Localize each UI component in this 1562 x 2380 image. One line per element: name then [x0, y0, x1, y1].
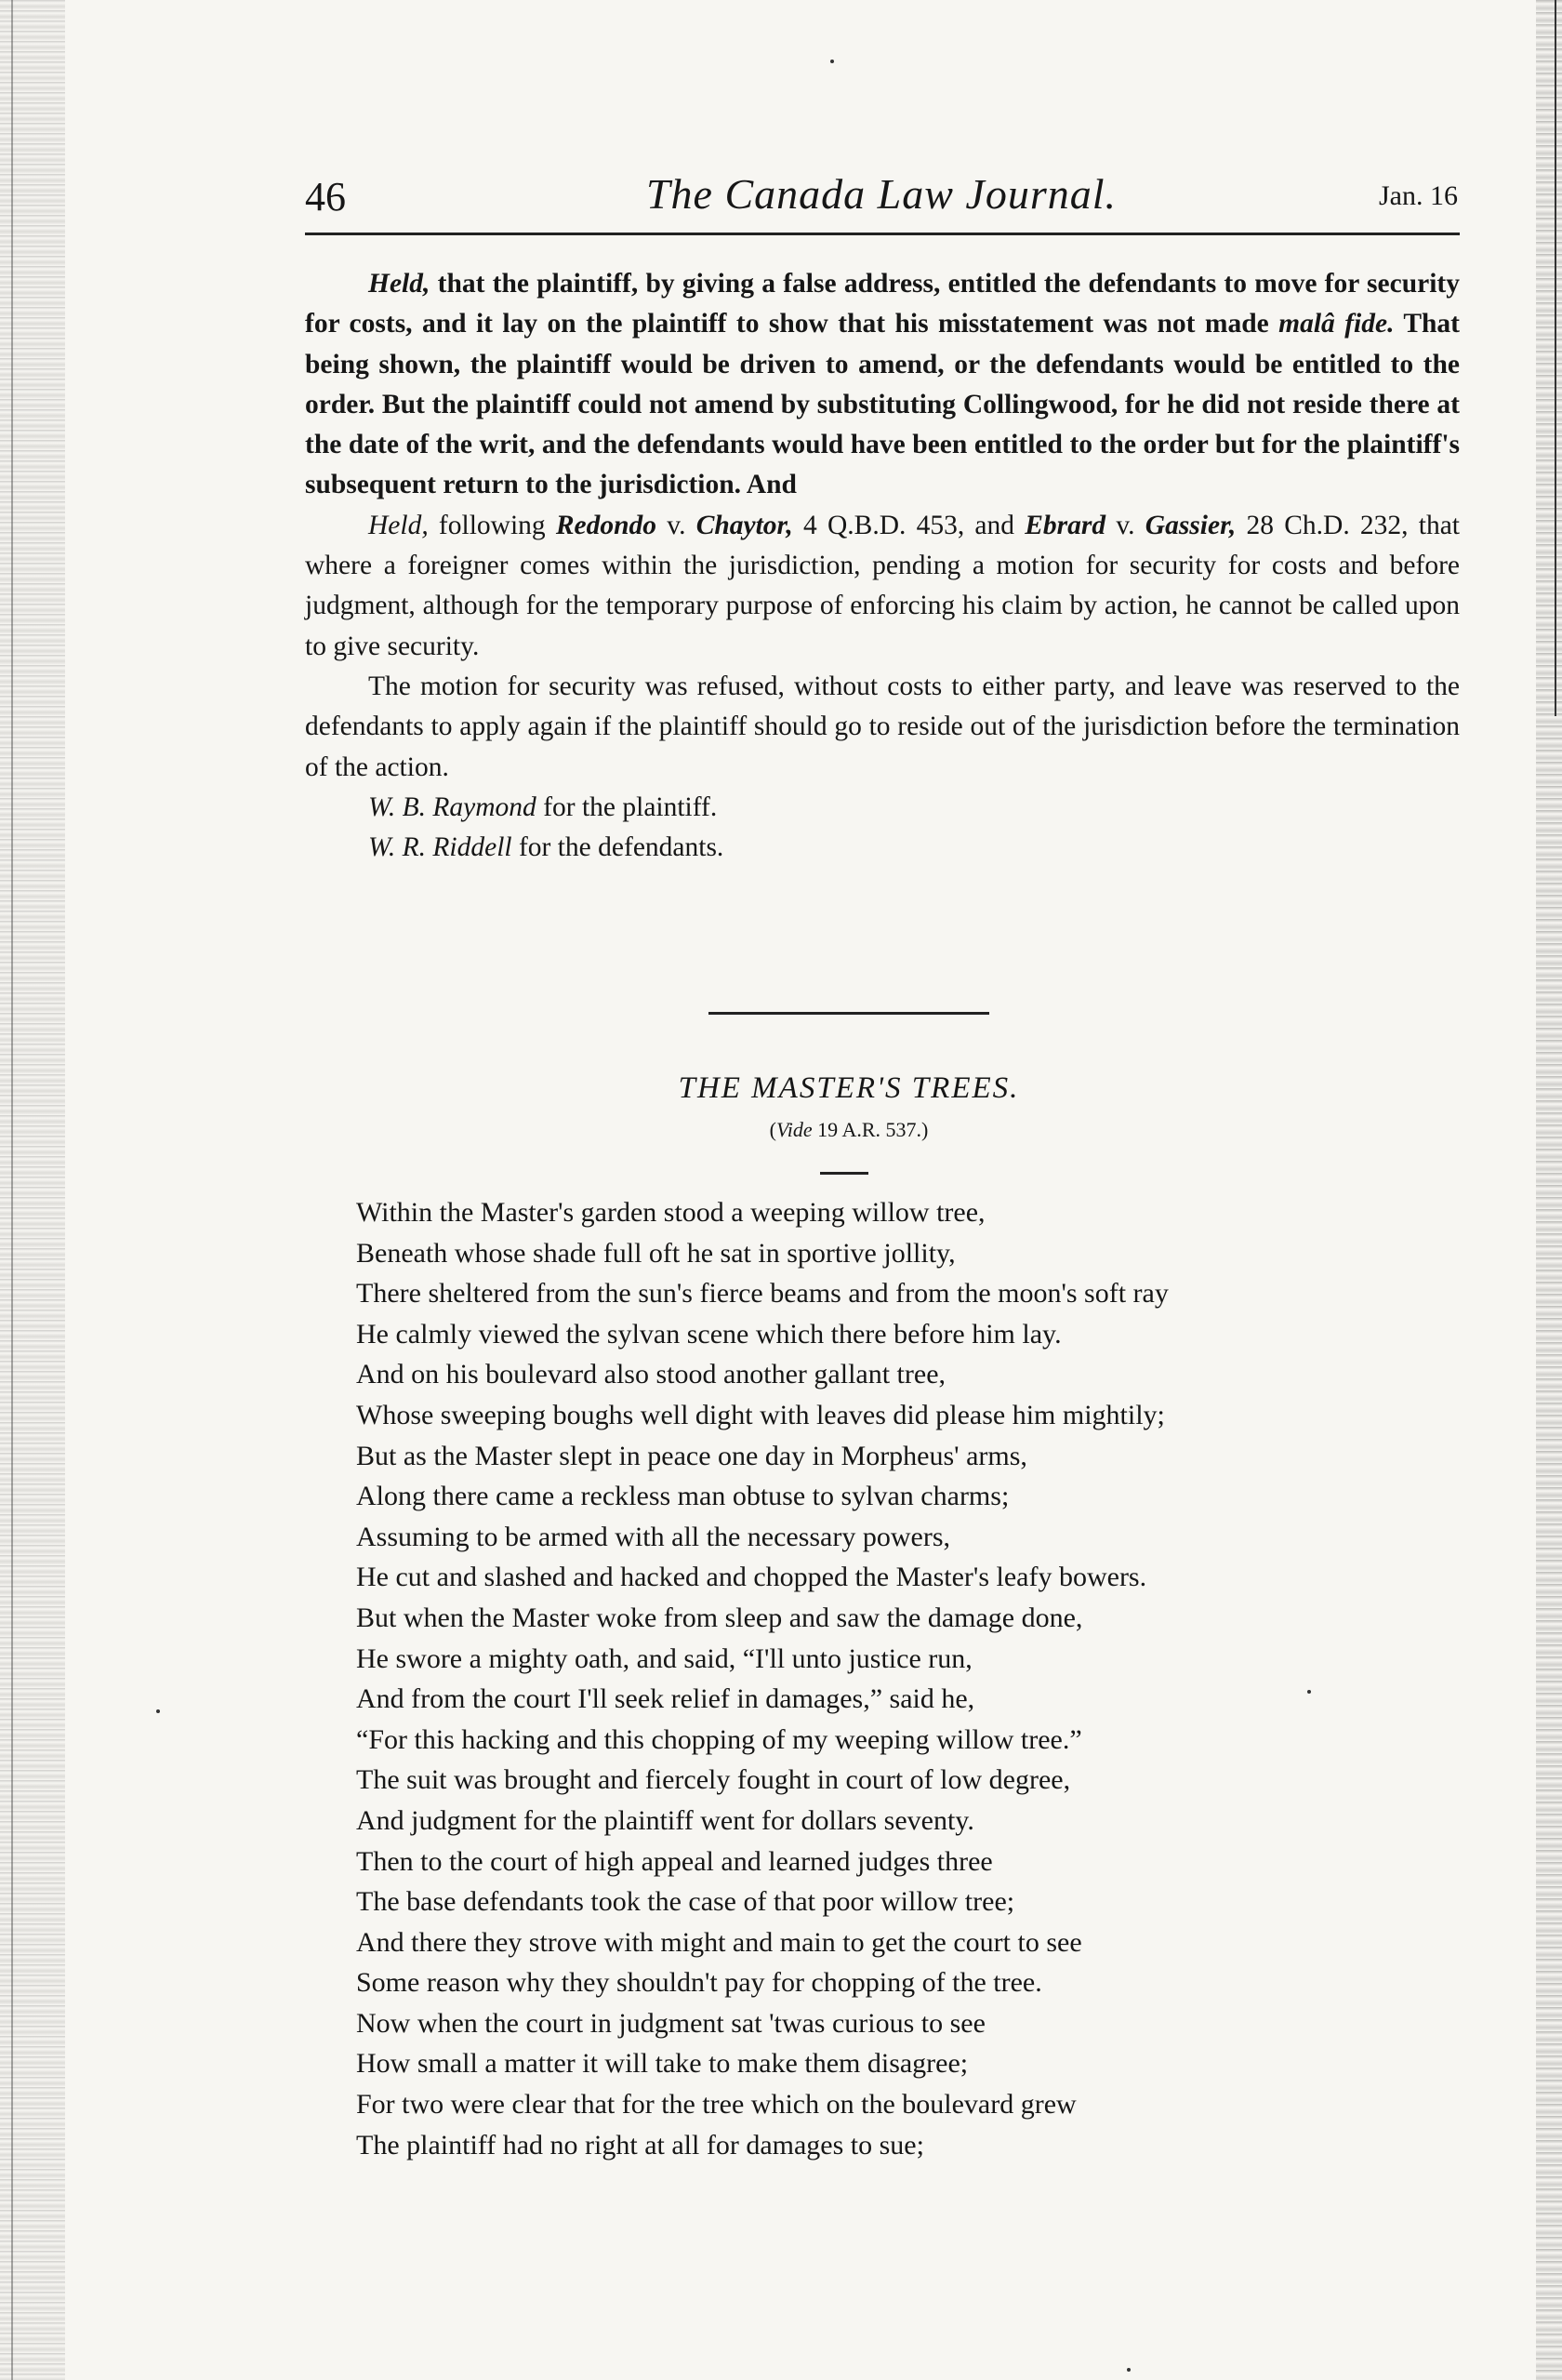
poem-line: The plaintiff had no right at all for damages to sue;	[356, 2129, 924, 2161]
poem-line: Now when the court in judgment sat 'twas curious to see	[356, 2007, 986, 2039]
held-text: That being shown, the plaintiff would be driven to amend, or the defendants would be entitled to the order. But the plaintiff could not amend by substituting Collingwood, for he did not reside there at the date of the writ, and the defendants would have been entitled to the order but for the plaintiff's subsequent return to the jurisdiction. And	[305, 309, 1460, 500]
held-paragraph-1	[305, 264, 1460, 506]
versus: v.	[1105, 510, 1145, 540]
case-name: Chaytor,	[695, 510, 793, 540]
poem-line: And judgment for the plaintiff went for dollars seventy.	[356, 1804, 974, 1836]
poem-line: He swore a mighty oath, and said, “I'll unto justice run,	[356, 1642, 973, 1674]
poem-line: The base defendants took the case of that poor willow tree;	[356, 1886, 1015, 1918]
poem-line: He cut and slashed and hacked and chopped the Master's leafy bowers.	[356, 1562, 1147, 1593]
poem-line: Then to the court of high appeal and learned judges three	[356, 1845, 993, 1877]
counsel-role: for the plaintiff.	[536, 791, 718, 822]
header-rule	[305, 233, 1460, 235]
poem-line: Assuming to be armed with all the necessary powers,	[356, 1521, 951, 1552]
poem-line: Within the Master's garden stood a weeping willow tree,	[356, 1197, 986, 1228]
scan-edge-left-line	[11, 0, 13, 2380]
poem-line: Along there came a reckless man obtuse to sylvan charms;	[356, 1481, 1010, 1512]
journal-title: The Canada Law Journal.	[645, 170, 1118, 218]
poem-title: THE MASTER'S TREES.	[678, 1071, 1020, 1105]
scan-edge-right	[1536, 0, 1562, 2380]
poem-line: The suit was brought and fiercely fought in court of low degree,	[356, 1764, 1071, 1796]
counsel-line	[305, 788, 1460, 828]
citation: 4 Q.B.D. 453, and	[792, 510, 1026, 540]
scan-speck	[830, 60, 834, 63]
running-header	[305, 169, 1458, 234]
title-divider	[820, 1172, 868, 1175]
poem-reference: (Vide 19 A.R. 537.)	[769, 1118, 929, 1141]
case-name: Redondo	[555, 510, 657, 540]
held-text: following	[428, 510, 556, 540]
poem-line: And from the court I'll seek relief in damages,” said he,	[356, 1683, 975, 1715]
held-label: Held,	[368, 510, 429, 540]
case-name: Ebrard	[1025, 510, 1106, 540]
poem-line: And there they strove with might and main to get the court to see	[356, 1926, 1082, 1958]
scan-speck	[1127, 2368, 1131, 2372]
poem-body	[356, 1192, 1472, 2165]
case-report	[305, 264, 1460, 868]
counsel-role: for the defendants.	[511, 832, 724, 863]
reference-citation: 19 A.R. 537.	[812, 1118, 922, 1141]
poem-line: For two were clear that for the tree which on the boulevard grew	[356, 2089, 1077, 2121]
case-name: Gassier,	[1145, 510, 1237, 540]
poem-line: How small a matter it will take to make them disagree;	[356, 2048, 969, 2080]
section-divider	[708, 1012, 989, 1015]
poem-line: Whose sweeping boughs well dight with leaves did please him mightily;	[356, 1399, 1165, 1430]
poem-line: But as the Master slept in peace one day in Morpheus' arms,	[356, 1440, 1027, 1471]
scan-edge-right-line	[1555, 0, 1556, 716]
poem-line: “For this hacking and this chopping of my weeping willow tree.”	[356, 1723, 1082, 1755]
held-label: Held,	[368, 269, 430, 299]
poem-line: Some reason why they shouldn't pay for chopping of the tree.	[356, 1967, 1042, 1999]
poem-line: And on his boulevard also stood another gallant tree,	[356, 1359, 946, 1390]
counsel-name: W. R. Riddell	[368, 832, 512, 863]
held-text: 28 Ch.D. 232, that where a foreigner comes within the jurisdiction, pending a motion for security for costs and before judgment, although for the temporary purpose of enforcing his claim by action, he cannot be called upon to give security.	[305, 510, 1460, 661]
poem-line: Beneath whose shade full oft he sat in sportive jollity,	[356, 1237, 956, 1269]
vide-label: Vide	[775, 1118, 813, 1141]
counsel-line	[305, 828, 1460, 868]
versus: v.	[656, 510, 696, 540]
disposition-paragraph: The motion for security was refused, without costs to either party, and leave was reserved to the defendants to apply again if the plaintiff should go to reside out of the jurisdiction before the termination of the action.	[305, 671, 1460, 782]
latin-phrase: malâ fide.	[1278, 309, 1395, 339]
scan-edge-left	[0, 0, 65, 2380]
poem-line: He calmly viewed the sylvan scene which there before him lay.	[356, 1318, 1062, 1350]
scan-speck	[156, 1709, 160, 1713]
held-paragraph-2	[305, 506, 1460, 667]
page-number: 46	[305, 174, 346, 219]
held-text: that the plaintiff, by giving a false address, entitled the defendants to move for security for costs, and it lay on the plaintiff to show that his misstatement was not made	[305, 269, 1460, 339]
issue-date: Jan. 16	[1379, 180, 1458, 211]
poem-line: But when the Master woke from sleep and saw the damage done,	[356, 1602, 1083, 1633]
counsel-name: W. B. Raymond	[368, 791, 536, 822]
poem-line: There sheltered from the sun's fierce beams and from the moon's soft ray	[356, 1278, 1169, 1310]
